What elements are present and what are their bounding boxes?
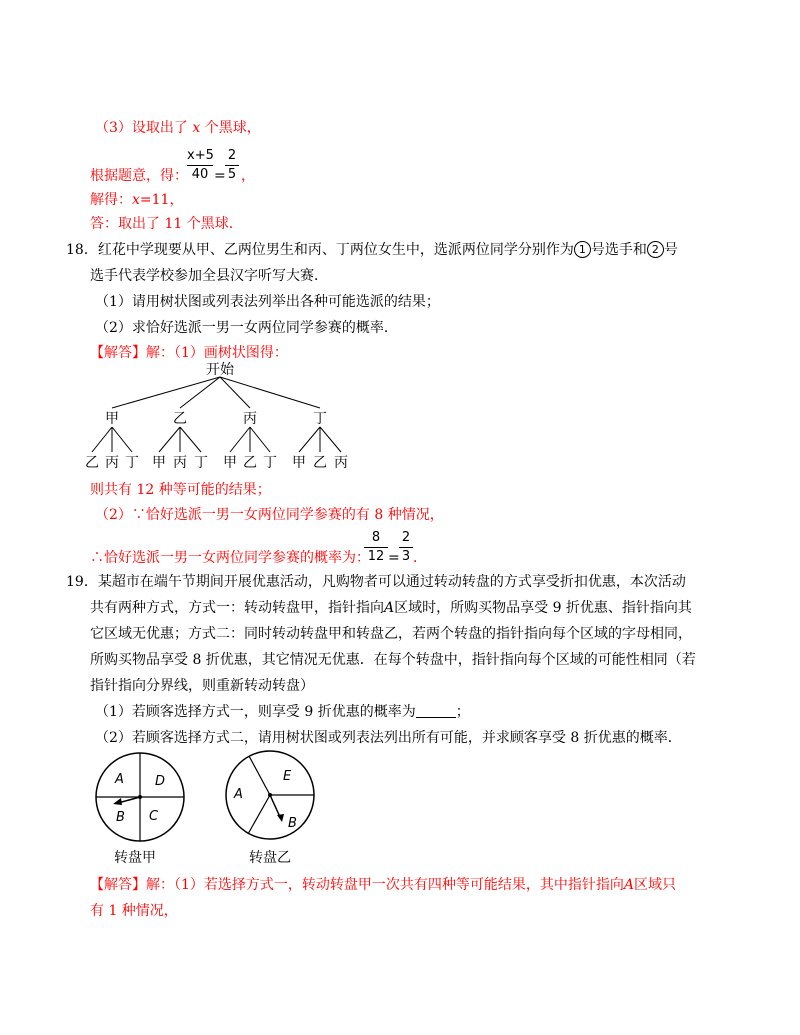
tree-edge-root-1 xyxy=(112,377,220,408)
q17-var-x-2: x xyxy=(132,192,140,208)
wheel-yi-pointer xyxy=(270,795,280,817)
tree-edge-3-1 xyxy=(230,427,250,452)
q18-frac-a-num: 8 xyxy=(371,530,381,545)
tree-edges xyxy=(92,377,341,452)
q17-line-2-end: ， xyxy=(241,168,255,184)
tree-edge-2-1 xyxy=(159,427,180,452)
q19-stem-line-2 xyxy=(90,598,692,618)
tree-level2-node: 丁 xyxy=(125,455,139,471)
wheel-yi-center xyxy=(268,793,272,797)
tree-level2-node: 乙 xyxy=(243,455,257,471)
tree-root: 开始 xyxy=(206,362,234,378)
q19-stem-line-1 xyxy=(66,572,686,592)
q17-line-2: 根据题意，得： xyxy=(90,168,188,184)
tree-level2-node: 丁 xyxy=(194,455,208,471)
q17-var-x: x xyxy=(192,120,201,136)
wheel-jia-caption: 转盘甲 xyxy=(114,850,156,866)
q18-answer-line-2: 则共有 12 种等可能的结果； xyxy=(90,482,271,498)
tree-level2-node: 甲 xyxy=(223,455,237,471)
q18-stem-line-1 xyxy=(66,240,678,260)
q19-answer-line-1 xyxy=(90,875,676,895)
q18-frac-a-den: 12 xyxy=(367,549,385,564)
q18-fraction-a xyxy=(364,530,388,565)
q19-answer-blank[interactable] xyxy=(416,704,456,718)
q17-frac-a-num: x+5 xyxy=(187,148,214,163)
wheel-jia-label-b: B xyxy=(116,810,125,825)
tree-edge-3-3 xyxy=(250,427,270,452)
tree-edge-4-3 xyxy=(320,427,341,452)
q18-answer-line-4-end: ． xyxy=(413,550,427,566)
q17-line-1 xyxy=(95,118,261,138)
q17-frac-a-bar xyxy=(187,165,213,166)
q18-answer-line-4: ∴恰好选派一男一女两位同学参赛的概率为： xyxy=(90,550,370,566)
wheel-jia-center xyxy=(138,795,142,799)
wheel-yi-caption: 转盘乙 xyxy=(249,850,291,866)
q17-line-3-end: =11， xyxy=(139,192,184,208)
q17-frac-b-den: 5 xyxy=(227,167,237,182)
q18-answer-1-text: 解：（1）画树状图得： xyxy=(146,345,288,361)
q17-line-3-text: 解得： xyxy=(90,192,132,208)
q19-stem-line-4: 所购买物品享受 8 折优惠，其它情况无优惠．在每个转盘中，指针指向每个区域的可能性相同（若 xyxy=(90,652,696,668)
q17-fraction-b xyxy=(225,148,239,183)
q17-fraction-a xyxy=(187,148,213,183)
tree-level1-node: 丙 xyxy=(243,411,257,427)
arrow-head-icon xyxy=(113,798,122,805)
tree-level2-node: 甲 xyxy=(152,455,166,471)
q18-stem-1c: 号 xyxy=(663,242,678,258)
q19-number: 19． xyxy=(66,574,98,590)
q18-circled-1: 1 xyxy=(574,241,591,258)
wheel-jia-label-c: C xyxy=(149,809,159,824)
tree-level1-node: 乙 xyxy=(173,411,187,427)
q19-stem-line-5: 指针指向分界线，则重新转动转盘） xyxy=(90,678,314,694)
q17-equals: = xyxy=(214,168,226,184)
q19-sub1-end: ； xyxy=(455,704,470,720)
q18-number: 18． xyxy=(66,242,98,258)
tree-edge-4-1 xyxy=(299,427,320,452)
q18-stem-1a: 红花中学现要从甲、乙两位男生和丙、丁两位女生中，选派两位同学分别作为 xyxy=(97,242,574,258)
q18-answer-tag: 【解答】 xyxy=(90,345,146,361)
tree-level2-node: 乙 xyxy=(313,455,327,471)
q19-sub1-text: （1）若顾客选择方式一，则享受 9 折优惠的概率为 xyxy=(95,704,416,720)
q18-stem-1b: 号选手和 xyxy=(590,242,647,258)
tree-level2-node: 丁 xyxy=(263,455,277,471)
q17-line-1-end: 个黑球， xyxy=(204,120,261,136)
q18-frac-b-num: 2 xyxy=(401,530,411,545)
tree-level1-node: 甲 xyxy=(105,411,119,427)
q19-answer-1-end: 区域只 xyxy=(634,877,677,893)
q17-frac-b-bar xyxy=(225,165,239,166)
q19-answer-line-2: 有 1 种情况， xyxy=(90,903,178,919)
q17-frac-b-num: 2 xyxy=(227,148,237,163)
wheel-jia-label-d: D xyxy=(155,774,166,789)
tree-edge-2-3 xyxy=(180,427,201,452)
wheel-yi-divider-1 xyxy=(249,756,270,795)
q19-answer-var-a: A xyxy=(623,877,635,893)
tree-level1-node: 丁 xyxy=(313,411,327,427)
q18-answer-line-3: （2）∵恰好选派一男一女两位同学参赛的有 8 种情况， xyxy=(95,507,444,523)
q18-circled-2: 2 xyxy=(647,241,664,258)
tree-edge-1-1 xyxy=(92,427,112,452)
q19-answer-tag: 【解答】 xyxy=(90,877,146,893)
wheel-yi xyxy=(220,745,335,870)
wheel-jia xyxy=(85,745,195,870)
wheel-yi-label-e: E xyxy=(283,769,292,784)
tree-edge-1-3 xyxy=(112,427,132,452)
q18-equals: = xyxy=(388,550,400,566)
q19-answer-1-text: 解：（1）若选择方式一，转动转盘甲一次共有四种等可能结果，其中指针指向 xyxy=(146,877,624,893)
tree-level2-node: 丙 xyxy=(334,455,348,471)
tree-level2-node: 乙 xyxy=(85,455,99,471)
q17-line-4: 答：取出了 11 个黑球． xyxy=(90,216,243,232)
tree-edge-root-2 xyxy=(180,377,220,408)
q18-tree-diagram xyxy=(80,360,370,475)
tree-level2-node: 丙 xyxy=(173,455,187,471)
tree-level2-node: 甲 xyxy=(292,455,306,471)
q17-line-1-text: （3）设取出了 xyxy=(95,120,188,136)
q19-subquestion-1 xyxy=(95,702,470,722)
q18-fraction-b xyxy=(399,530,413,565)
q19-stem-1-text: 某超市在端午节期间开展优惠活动，凡购物者可以通过转动转盘的方式享受折扣优惠，本次活动 xyxy=(97,574,686,590)
wheel-yi-label-a: A xyxy=(234,787,243,802)
q18-subquestion-1: （1）请用树状图或列表法列举出各种可能选派的结果； xyxy=(95,294,440,310)
arrow-head-icon xyxy=(277,814,284,822)
q19-stem-line-3: 它区域无优惠；方式二：同时转动转盘甲和转盘乙，若两个转盘的指针指向每个区域的字母相同， xyxy=(90,626,692,642)
q18-frac-b-den: 3 xyxy=(401,549,411,564)
q18-frac-b-bar xyxy=(399,547,413,548)
wheel-jia-label-a: A xyxy=(115,772,124,787)
q17-line-3 xyxy=(90,190,183,210)
q17-frac-a-den: 40 xyxy=(191,167,209,182)
wheel-yi-label-b: B xyxy=(288,816,297,831)
wheel-yi-divider-3 xyxy=(248,795,270,834)
q19-var-a: A xyxy=(384,600,395,616)
q19-stem-2-end: 区域时，所购买物品享受 9 折优惠、指针指向其 xyxy=(394,600,692,616)
q18-frac-a-bar xyxy=(364,547,388,548)
tree-level2-node: 丙 xyxy=(105,455,119,471)
q18-subquestion-2: （2）求恰好选派一男一女两位同学参赛的概率． xyxy=(95,320,398,336)
q19-stem-2-text: 共有两种方式，方式一：转动转盘甲，指针指向 xyxy=(90,600,384,616)
q18-stem-line-2: 选手代表学校参加全县汉字听写大赛． xyxy=(90,268,328,284)
q19-subquestion-2: （2）若顾客选择方式二，请用树状图或列表法列出所有可能，并求顾客享受 8 折优惠的概率． xyxy=(95,730,682,746)
